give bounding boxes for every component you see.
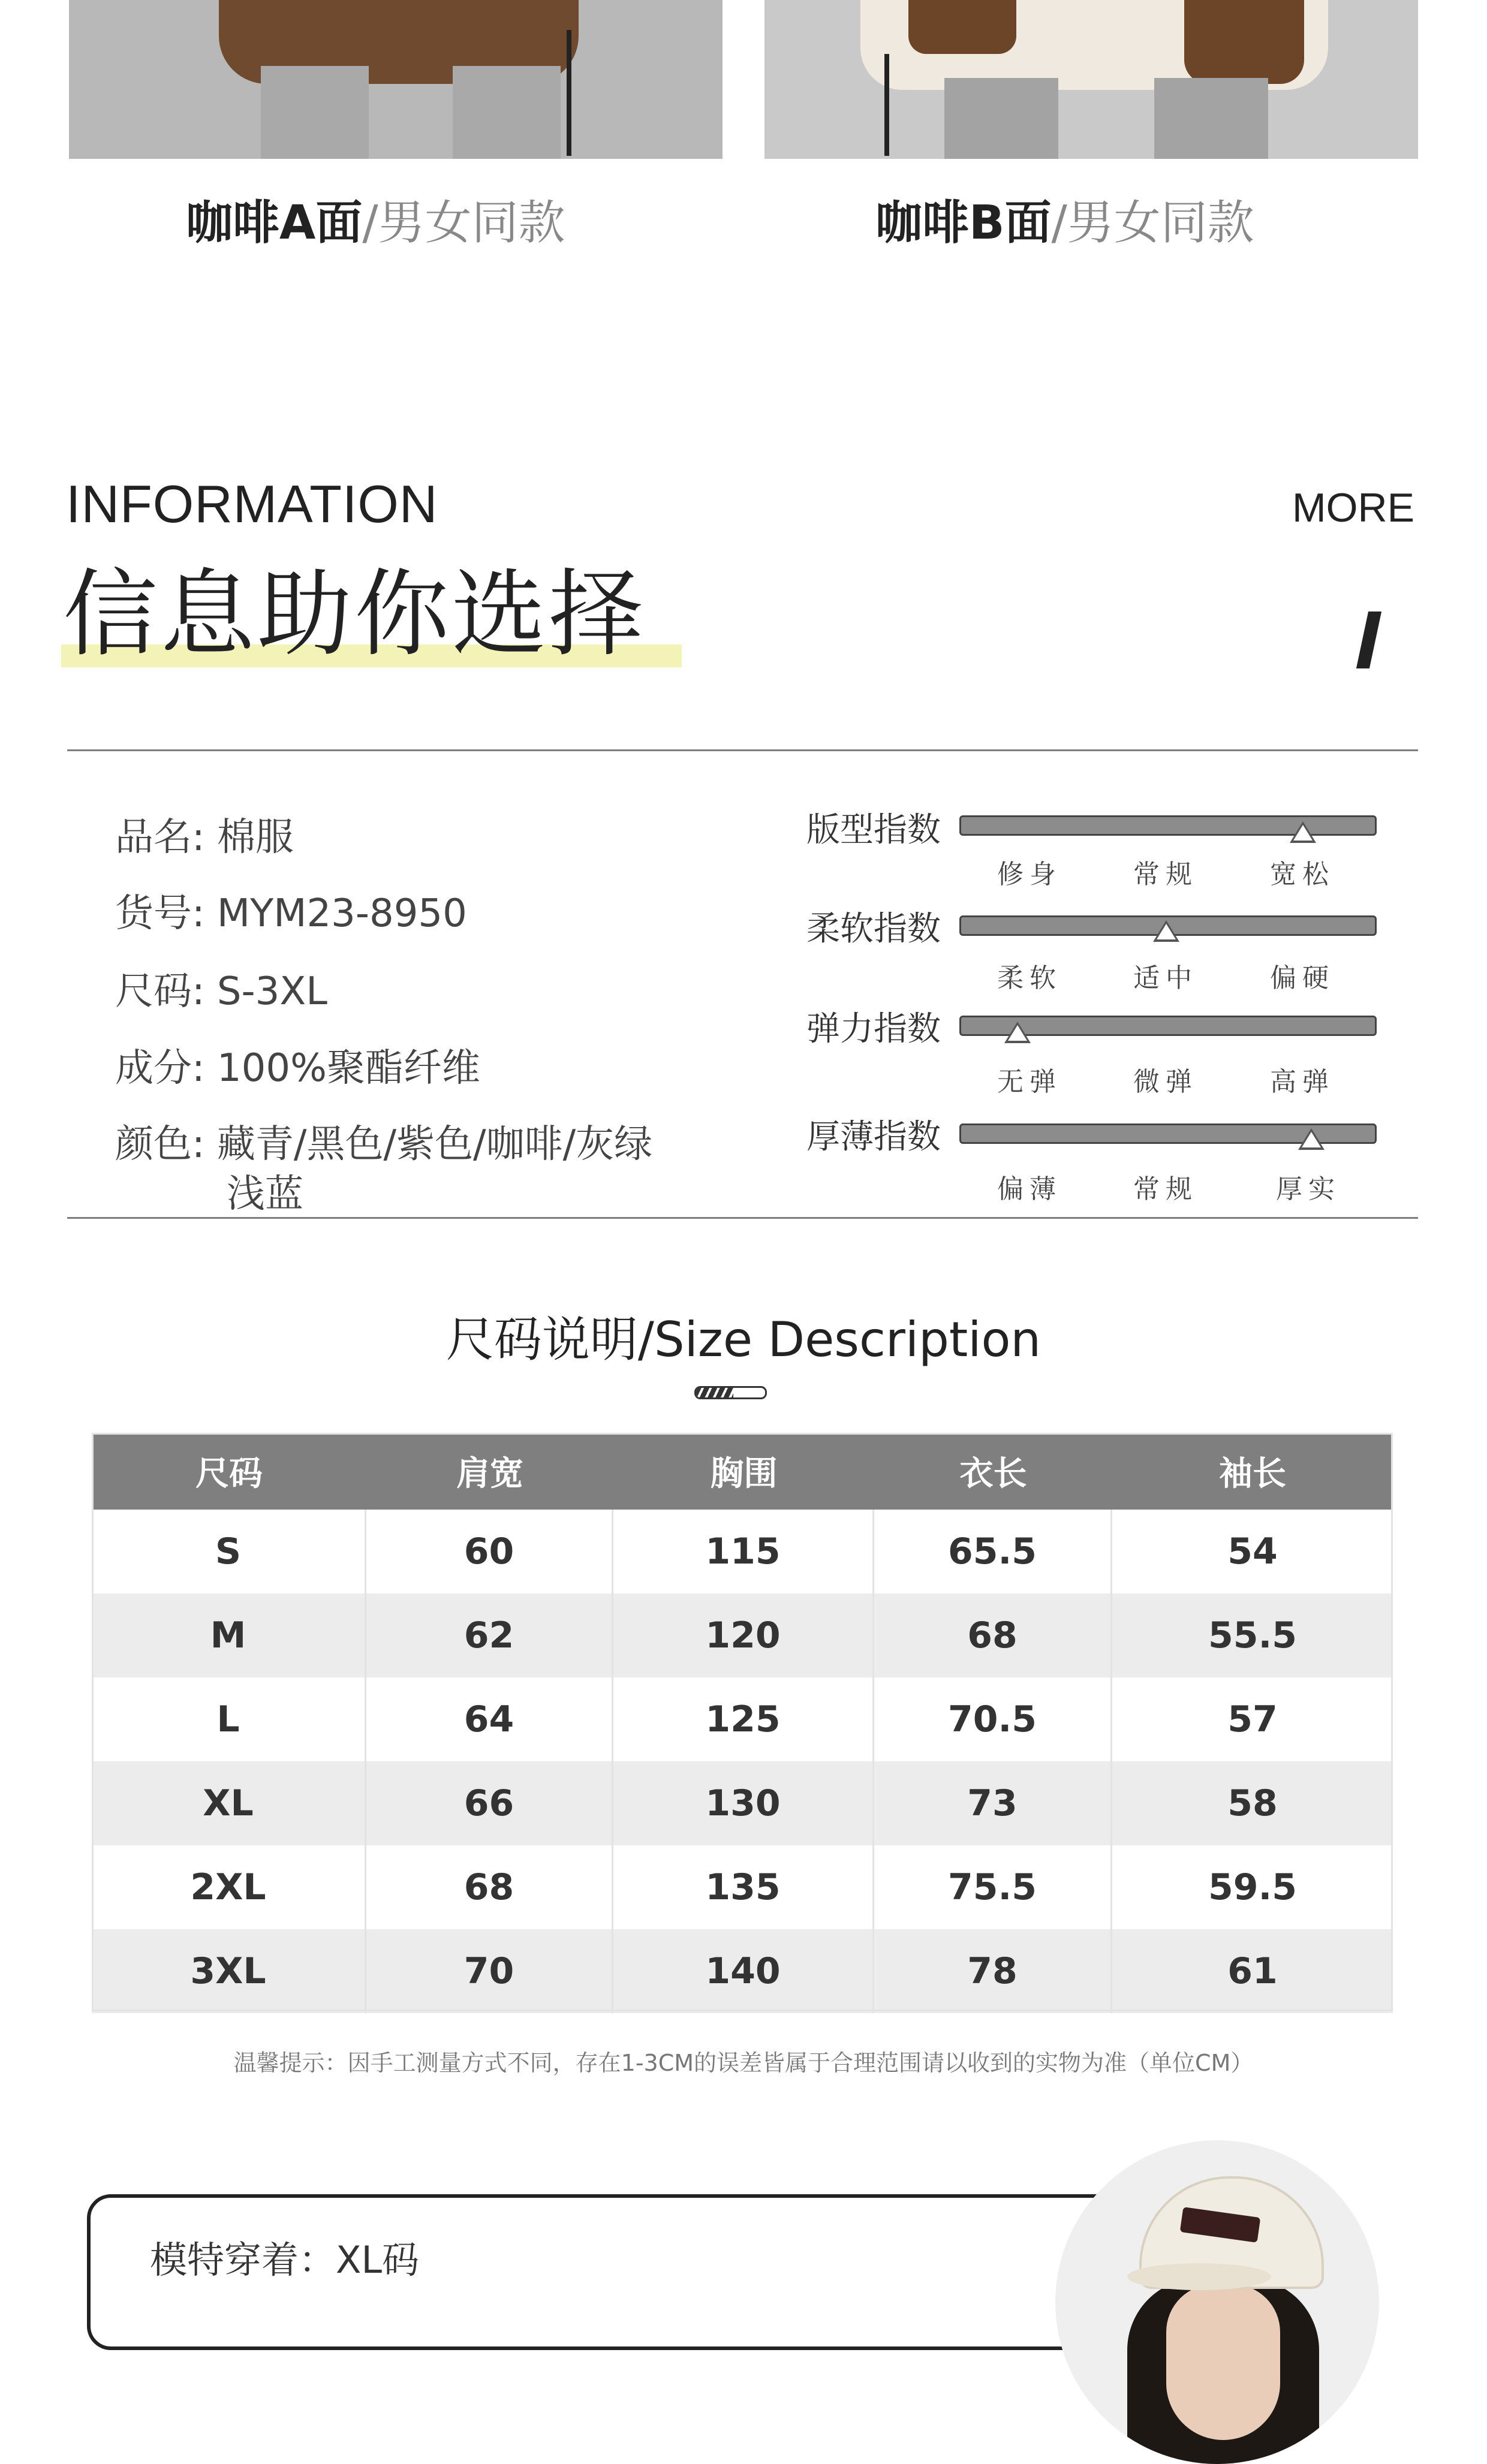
page-title: 信息助你选择 [63,559,646,670]
table-cell: 66 [366,1761,613,1845]
model-avatar [1055,2140,1379,2464]
caption-bold: 咖啡A面 [186,196,363,250]
table-cell: M [92,1594,366,1677]
index-option: 厚实 [1276,1174,1341,1204]
caption-bold: 咖啡B面 [875,196,1052,250]
table-header-cell: 袖长 [1219,1454,1286,1493]
product-photo-coffee-a [69,0,723,159]
table-cell: 75.5 [874,1845,1112,1929]
table-cell: 59.5 [1208,1866,1298,1908]
table-cell: 70.5 [874,1677,1112,1761]
spec-color-cont: 浅蓝 [227,1172,303,1216]
table-row [92,1677,1393,1761]
table-cell: 78 [874,1929,1112,2013]
table-header-cell: 衣长 [959,1454,1027,1493]
table-row [92,1594,1393,1677]
spec-size: 尺码: S-3XL [115,969,327,1014]
index-option: 偏薄 [997,1174,1062,1204]
spec-value: 100%聚酯纤维 [216,1046,480,1091]
table-cell: 70 [366,1929,613,2013]
caption-rest: 男女同款 [1067,196,1254,250]
divider-bottom [67,1217,1418,1219]
table-cell: 54 [1227,1531,1278,1573]
index-option: 高弹 [1270,1067,1335,1097]
table-cell: 65.5 [874,1510,1112,1594]
table-cell: 125 [613,1677,874,1761]
more-link[interactable]: MORE [1292,485,1414,531]
table-cell: 140 [613,1929,874,2013]
progress-deco-icon [694,1386,767,1399]
table-cell: 68 [874,1594,1112,1677]
spec-key: 颜色 [115,1122,192,1167]
table-cell: 120 [613,1594,874,1677]
size-table [92,1433,1393,2013]
divider-top [67,749,1418,751]
table-cell: S [92,1510,366,1594]
table-row [92,1929,1393,2013]
triangle-marker-icon [1004,1022,1031,1043]
index-option: 柔软 [997,963,1062,993]
caption-coffee-b [875,193,1254,253]
index-option: 微弹 [1133,1067,1198,1097]
table-cell: 57 [1227,1698,1278,1740]
spec-key: 品名 [115,815,192,860]
model-size-text: 模特穿着：XL码 [150,2238,420,2282]
slash-icon [1356,612,1381,668]
spec-value: MYM23-8950 [216,891,467,936]
index-option: 无弹 [997,1067,1062,1097]
triangle-marker-icon [1153,920,1179,942]
triangle-marker-icon [1298,1128,1325,1150]
table-cell: 2XL [92,1845,366,1929]
spec-name: 品名: 棉服 [115,815,294,860]
spec-key: 尺码 [115,969,192,1014]
caption-coffee-a [186,193,565,253]
table-cell: 58 [1227,1782,1278,1824]
index-label: 弹力指数 [806,1010,941,1049]
table-cell: 55.5 [1208,1614,1298,1656]
table-row [92,1510,1393,1594]
table-cell: L [92,1677,366,1761]
spec-value: 藏青/黑色/紫色/咖啡/灰绿 [216,1122,653,1167]
table-cell: XL [92,1761,366,1845]
product-photo-coffee-b [764,0,1418,159]
spec-material: 成分: 100%聚酯纤维 [115,1046,480,1091]
index-label: 厚薄指数 [806,1117,941,1156]
table-row [92,1761,1393,1845]
spec-key: 货号 [115,891,192,936]
table-cell: 135 [613,1845,874,1929]
table-cell: 130 [613,1761,874,1845]
table-cell: 62 [366,1594,613,1677]
index-label: 版型指数 [806,811,941,850]
table-header-cell: 胸围 [710,1454,778,1493]
table-cell: 73 [874,1761,1112,1845]
index-option: 修身 [997,859,1062,890]
table-cell: 68 [366,1845,613,1929]
index-option: 偏硬 [1270,963,1335,993]
spec-value: 棉服 [216,815,294,860]
caption-sep: / [362,196,378,250]
index-option: 宽松 [1270,859,1335,890]
caption-sep: / [1051,196,1067,250]
size-section-title: 尺码说明/Size Description [446,1312,1041,1367]
table-cell: 115 [613,1510,874,1594]
table-cell: 3XL [92,1929,366,2013]
table-cell: 61 [1227,1950,1278,1992]
table-cell: 64 [366,1677,613,1761]
index-label: 柔软指数 [806,909,941,948]
table-row [92,1845,1393,1929]
index-option: 常规 [1133,1174,1198,1204]
table-cell: 60 [366,1510,613,1594]
spec-sku: 货号: MYM23-8950 [115,891,467,936]
spec-color: 颜色: 藏青/黑色/紫色/咖啡/灰绿 [115,1122,653,1167]
caption-rest: 男女同款 [378,196,565,250]
section-heading-en: INFORMATION [66,474,438,534]
table-header-cell: 尺码 [195,1454,263,1493]
index-option: 适中 [1133,963,1198,993]
spec-value: S-3XL [216,969,327,1014]
table-header-row [92,1433,1393,1510]
triangle-marker-icon [1290,821,1316,843]
measurement-note: 温馨提示：因手工测量方式不同，存在1-3CM的误差皆属于合理范围请以收到的实物为准（单位CM） [233,2050,1254,2076]
index-option: 常规 [1133,859,1198,890]
spec-key: 成分 [115,1046,192,1091]
table-header-cell: 肩宽 [456,1454,523,1493]
